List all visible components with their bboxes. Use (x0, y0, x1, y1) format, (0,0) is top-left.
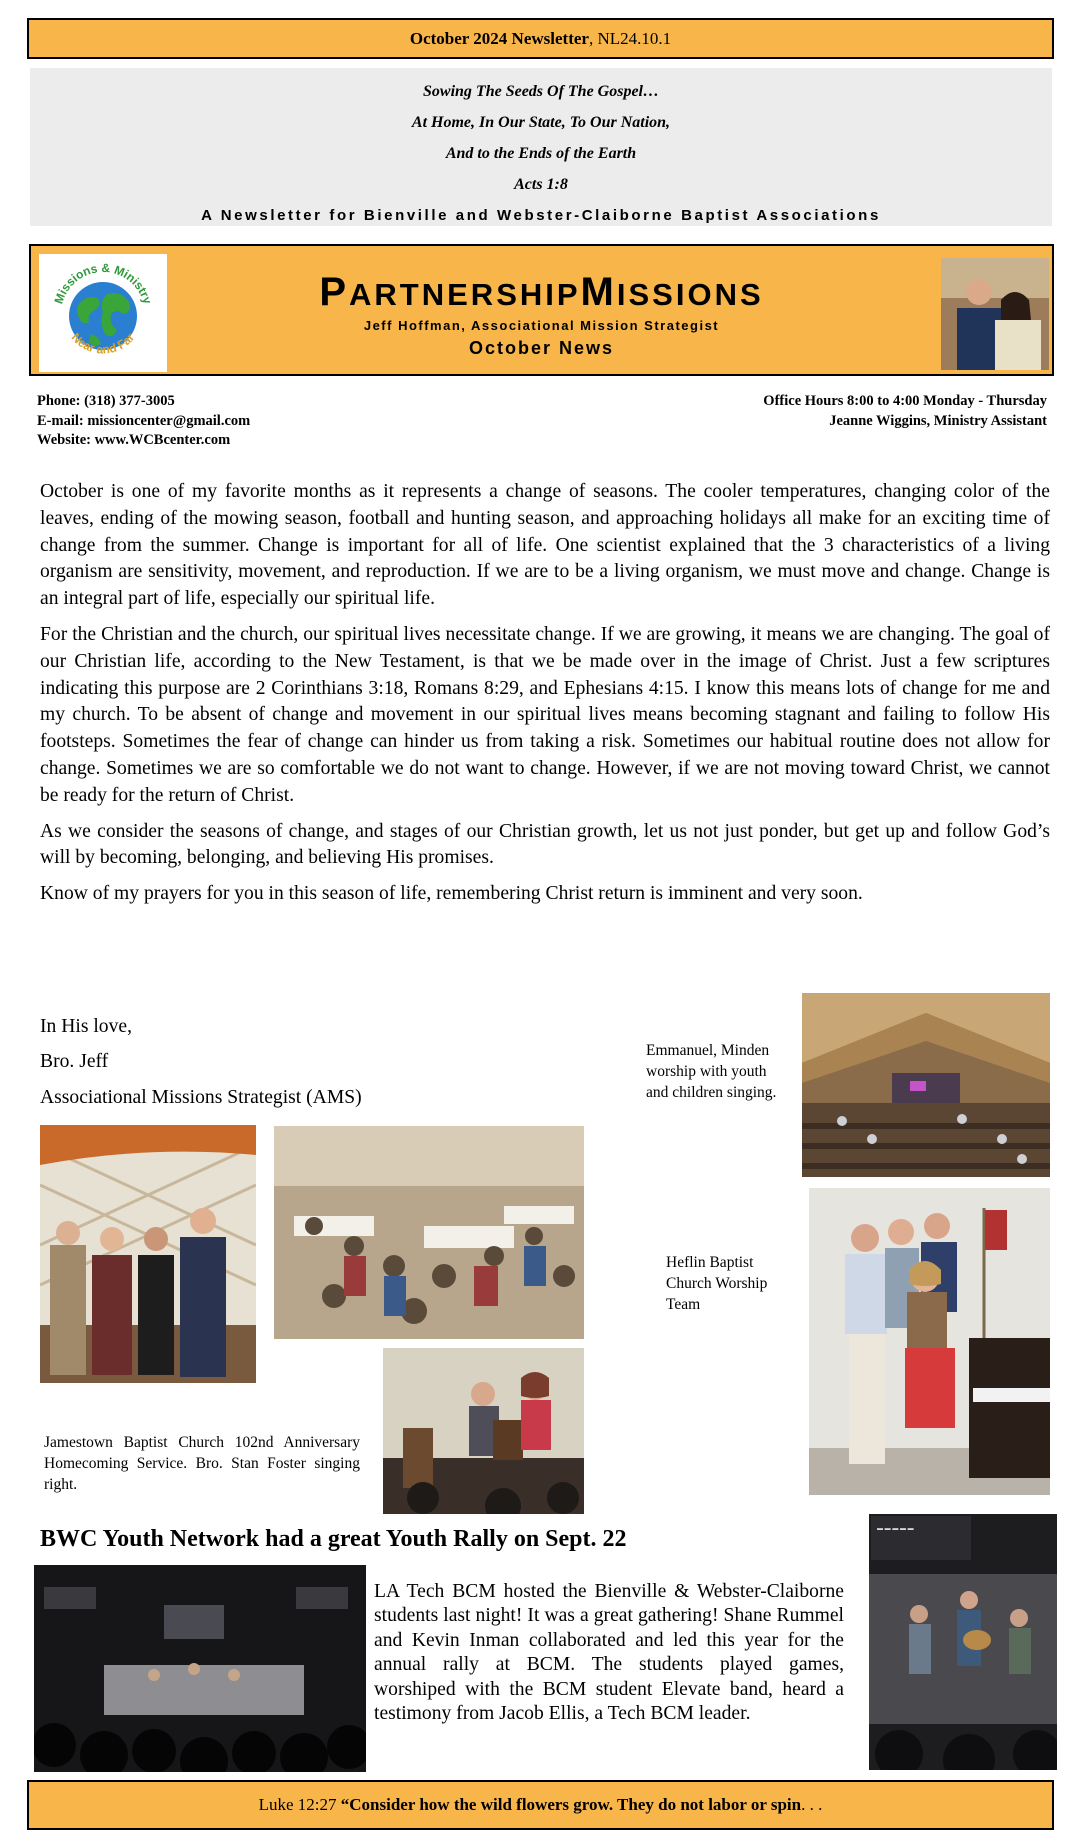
motto-box (30, 68, 1052, 226)
letter-paragraph-4: Know of my prayers for you in this season of life, remembering Christ return is imminent and very soon. (40, 883, 863, 905)
header-october-news: October News (468, 338, 615, 358)
newsletter-code: , NL24.10.1 (588, 28, 672, 48)
newsletter-title: October 2024 Newsletter (409, 28, 589, 48)
motto-line-2: At Home, In Our State, To Our Nation, (411, 114, 671, 131)
contact-info (37, 392, 250, 451)
scripture-quote: “Consider how the wild flowers grow. They do not labor or spin (340, 1795, 802, 1814)
caption-emmanuel: Emmanuel, Minden worship with youth and children singing. (646, 1042, 777, 1101)
stan-foster-singing-photo (383, 1348, 584, 1514)
emmanuel-worship-photo (802, 993, 1050, 1177)
letter-paragraph-3: As we consider the seasons of change, and stages of our Christian growth, let us not just ponder, but get up and follow God’s will by becoming, belonging, and believing His promises. (40, 820, 1050, 869)
svg-text:▬ ▬ ▬ ▬ ▬: ▬ ▬ ▬ ▬ ▬ (877, 1526, 914, 1532)
motto-line-1: Sowing The Seeds Of The Gospel… (423, 83, 659, 100)
scripture-ellipsis: . . . (801, 1795, 823, 1814)
scripture-ref: Luke 12:27 (258, 1795, 341, 1814)
logo-top-text: Missions & Ministry (51, 260, 155, 306)
heflin-worship-team-photo (809, 1188, 1050, 1495)
jamestown-group-photo (40, 1125, 256, 1383)
motto-line-4: Acts 1:8 (514, 176, 568, 193)
header-title: PARTNERSHIPMISSIONS (319, 270, 764, 314)
youth-rally-heading: BWC Youth Network had a great Youth Rally on Sept. 22 (40, 1526, 627, 1552)
letter-body (40, 479, 1050, 917)
motto-line-3: And to the Ends of the Earth (445, 145, 637, 162)
strategist-couple-photo (941, 258, 1049, 370)
newsletter-subtitle: A Newsletter for Bienville and Webster-Claiborne Baptist Associations (201, 207, 881, 224)
signature-closing: In His love, (40, 1016, 132, 1037)
letter-paragraph-1: October is one of my favorite months as it represents a change of seasons. The cooler temperatures, changing color of the leaves, ending of the mowing season, football and hunting season, and approaching holidays all make for an exciting time of change from the summer. Change is important for all of life. One scientist explained that the 3 characteristics of a living organism are sensitivity, movement, and reproduction. If we are to be a living organism, we must move and change. Change is an integral part of life, especially our spiritual life. (40, 481, 1050, 610)
youth-rally-stage-photo (34, 1565, 366, 1772)
newsletter-banner (27, 18, 1054, 59)
caption-heflin: Heflin Baptist Church Worship Team (666, 1254, 768, 1313)
partnership-missions-header (29, 244, 1054, 376)
youth-band-photo (869, 1514, 1057, 1770)
letter-paragraph-2: For the Christian and the church, our spiritual lives necessitate change. If we are growing, it means we are changing. The goal of our Christian life, according to the New Testament, is that we be made over in the image of Christ. Just a few scriptures indicating this purpose are 2 Corinthians 3:18, Romans 8:29, and Ephesians 4:15. I know this means lots of change for me and my church. To be absent of change and movement in our spiritual lives means becoming stagnant and failing to follow His footsteps. Sometimes the fear of change can hinder us from taking a risk. Sometimes our habitual routine does not allow for change. Sometimes we are so comfortable we do not want to change. However, if we are not moving toward Christ, we cannot be ready for the return of Christ. (40, 623, 1050, 806)
office-info (763, 392, 1047, 431)
contact-phone: Phone: (318) 377-3005 (37, 393, 175, 409)
scripture-footer (27, 1780, 1054, 1830)
signature-name: Bro. Jeff (40, 1051, 109, 1072)
logo-bottom-text: Near and Far (68, 330, 138, 357)
contact-website: Website: www.WCBcenter.com (37, 432, 231, 448)
ministry-assistant: Jeanne Wiggins, Ministry Assistant (829, 412, 1047, 429)
contact-email: E-mail: missioncenter@gmail.com (37, 412, 251, 429)
header-subtitle: Jeff Hoffman, Associational Mission Strategist (363, 318, 720, 333)
youth-rally-text: LA Tech BCM hosted the Bienville & Webster-Claiborne students last night! It was a great gathering! Shane Rummel and Kevin Inman collaborated and led this year for the annual rally at BCM. The students played games, worshiped with the BCM student Elevate band, heard a testimony from Jacob Ellis, a Tech BCM leader. (374, 1581, 844, 1725)
office-hours: Office Hours 8:00 to 4:00 Monday - Thursday (763, 393, 1047, 409)
homecoming-dinner-photo (274, 1126, 584, 1339)
caption-jamestown: Jamestown Baptist Church 102nd Anniversary Homecoming Service. Bro. Stan Foster singing right. (44, 1434, 360, 1493)
signature-title: Associational Missions Strategist (AMS) (40, 1087, 362, 1108)
